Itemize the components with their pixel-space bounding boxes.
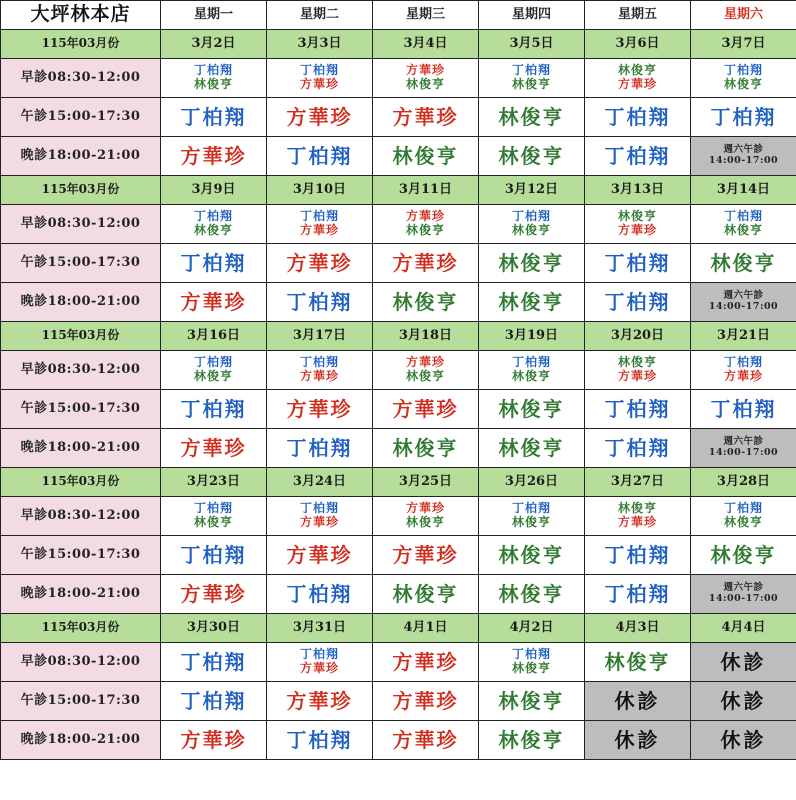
store-name: 大坪林本店 xyxy=(1,1,161,30)
doctor-name: 方華珍 xyxy=(392,104,459,129)
shift-label: 早診08:30-12:00 xyxy=(1,205,161,244)
schedule-cell xyxy=(373,98,479,137)
weekday-thu: 星期四 xyxy=(479,1,585,30)
closed-label: 休診 xyxy=(720,649,767,674)
schedule-cell xyxy=(585,575,691,614)
doctor-name: 林俊亨 xyxy=(617,355,657,370)
doctor-name: 丁柏翔 xyxy=(299,209,339,224)
doctor-name: 方華珍 xyxy=(180,727,247,752)
doctor-name: 丁柏翔 xyxy=(180,688,247,713)
schedule-cell xyxy=(373,575,479,614)
shift-label: 晚診18:00-21:00 xyxy=(1,721,161,760)
saturday-note-line: 14:00-17:00 xyxy=(708,447,779,458)
doctor-name: 林俊亨 xyxy=(405,223,445,237)
date-cell: 3月9日 xyxy=(161,176,267,205)
schedule-cell xyxy=(373,390,479,429)
schedule-cell xyxy=(691,536,796,575)
doctor-name: 林俊亨 xyxy=(723,515,763,529)
shift-label: 早診08:30-12:00 xyxy=(1,351,161,390)
shift-label: 晚診18:00-21:00 xyxy=(1,575,161,614)
schedule-cell xyxy=(691,390,796,429)
schedule-cell xyxy=(161,137,267,176)
shift-label: 晚診18:00-21:00 xyxy=(1,429,161,468)
schedule-cell xyxy=(585,244,691,283)
schedule-cell xyxy=(691,137,796,176)
schedule-cell xyxy=(479,536,585,575)
doctor-name: 丁柏翔 xyxy=(180,649,247,674)
schedule-cell xyxy=(267,643,373,682)
date-cell: 3月28日 xyxy=(691,468,796,497)
date-cell: 3月25日 xyxy=(373,468,479,497)
doctor-name: 方華珍 xyxy=(286,688,353,713)
shift-row xyxy=(1,351,796,390)
schedule-cell xyxy=(691,244,796,283)
schedule-cell xyxy=(585,351,691,390)
schedule-body xyxy=(1,1,796,760)
doctor-name: 丁柏翔 xyxy=(511,355,551,370)
schedule-cell xyxy=(267,575,373,614)
schedule-cell xyxy=(585,205,691,244)
doctor-name: 丁柏翔 xyxy=(723,209,763,224)
doctor-name: 林俊亨 xyxy=(511,515,551,529)
shift-label: 午診15:00-17:30 xyxy=(1,682,161,721)
shift-row xyxy=(1,682,796,721)
date-cell: 3月13日 xyxy=(585,176,691,205)
doctor-name: 方華珍 xyxy=(617,223,657,237)
shift-label: 午診15:00-17:30 xyxy=(1,536,161,575)
shift-row xyxy=(1,283,796,322)
doctor-name: 林俊亨 xyxy=(392,435,459,460)
schedule-cell xyxy=(585,682,691,721)
month-label: 115年03月份 xyxy=(1,614,161,643)
schedule-cell xyxy=(691,682,796,721)
schedule-cell xyxy=(161,536,267,575)
schedule-cell xyxy=(373,497,479,536)
date-cell: 3月17日 xyxy=(267,322,373,351)
schedule-cell xyxy=(585,497,691,536)
weekday-wed: 星期三 xyxy=(373,1,479,30)
doctor-name: 林俊亨 xyxy=(193,515,233,529)
schedule-cell xyxy=(267,244,373,283)
doctor-name: 林俊亨 xyxy=(193,77,233,91)
doctor-name: 方華珍 xyxy=(299,661,339,675)
doctor-name: 方華珍 xyxy=(405,63,445,78)
schedule-cell xyxy=(267,390,373,429)
date-row xyxy=(1,468,796,497)
schedule-cell xyxy=(373,536,479,575)
schedule-cell xyxy=(267,721,373,760)
doctor-name: 方華珍 xyxy=(180,581,247,606)
doctor-name: 方華珍 xyxy=(405,501,445,516)
date-row xyxy=(1,176,796,205)
shift-label: 早診08:30-12:00 xyxy=(1,59,161,98)
doctor-name: 林俊亨 xyxy=(617,501,657,516)
schedule-cell xyxy=(479,137,585,176)
doctor-name: 丁柏翔 xyxy=(286,435,353,460)
shift-row xyxy=(1,59,796,98)
schedule-cell xyxy=(267,205,373,244)
shift-row xyxy=(1,244,796,283)
doctor-name: 林俊亨 xyxy=(498,396,565,421)
shift-label: 晚診18:00-21:00 xyxy=(1,137,161,176)
schedule-cell xyxy=(161,283,267,322)
schedule-cell xyxy=(585,137,691,176)
doctor-name: 丁柏翔 xyxy=(511,63,551,78)
doctor-name: 林俊亨 xyxy=(723,77,763,91)
doctor-name: 丁柏翔 xyxy=(299,63,339,78)
schedule-cell xyxy=(585,643,691,682)
schedule-cell xyxy=(585,721,691,760)
schedule-cell xyxy=(161,390,267,429)
doctor-name: 林俊亨 xyxy=(617,209,657,224)
schedule-cell xyxy=(267,351,373,390)
schedule-cell xyxy=(691,98,796,137)
shift-row xyxy=(1,721,796,760)
date-cell: 3月16日 xyxy=(161,322,267,351)
date-cell: 3月3日 xyxy=(267,30,373,59)
date-cell: 3月20日 xyxy=(585,322,691,351)
doctor-name: 丁柏翔 xyxy=(511,209,551,224)
doctor-name: 方華珍 xyxy=(617,515,657,529)
schedule-cell xyxy=(267,536,373,575)
doctor-name: 丁柏翔 xyxy=(604,143,671,168)
weekday-sat: 星期六 xyxy=(691,1,796,30)
doctor-name: 丁柏翔 xyxy=(723,501,763,516)
doctor-name: 方華珍 xyxy=(299,77,339,91)
shift-row xyxy=(1,536,796,575)
schedule-cell xyxy=(479,682,585,721)
date-cell: 3月26日 xyxy=(479,468,585,497)
shift-row xyxy=(1,205,796,244)
schedule-cell xyxy=(691,205,796,244)
date-cell: 3月10日 xyxy=(267,176,373,205)
doctor-name: 方華珍 xyxy=(180,289,247,314)
month-label: 115年03月份 xyxy=(1,176,161,205)
schedule-cell xyxy=(479,98,585,137)
doctor-name: 方華珍 xyxy=(392,250,459,275)
doctor-name: 丁柏翔 xyxy=(604,435,671,460)
doctor-name: 丁柏翔 xyxy=(604,581,671,606)
doctor-name: 方華珍 xyxy=(286,104,353,129)
schedule-cell xyxy=(479,497,585,536)
date-row xyxy=(1,614,796,643)
doctor-name: 方華珍 xyxy=(299,369,339,383)
doctor-name: 方華珍 xyxy=(392,396,459,421)
schedule-cell xyxy=(161,721,267,760)
doctor-name: 方華珍 xyxy=(286,250,353,275)
saturday-note-line: 14:00-17:00 xyxy=(708,593,779,604)
schedule-cell xyxy=(373,682,479,721)
date-cell: 3月21日 xyxy=(691,322,796,351)
doctor-name: 林俊亨 xyxy=(405,515,445,529)
schedule-cell xyxy=(691,643,796,682)
doctor-name: 丁柏翔 xyxy=(299,647,339,662)
schedule-cell xyxy=(161,244,267,283)
schedule-cell xyxy=(479,643,585,682)
schedule-cell xyxy=(161,575,267,614)
shift-label: 午診15:00-17:30 xyxy=(1,244,161,283)
date-row xyxy=(1,322,796,351)
schedule-cell xyxy=(479,59,585,98)
shift-label: 早診08:30-12:00 xyxy=(1,643,161,682)
date-cell: 3月27日 xyxy=(585,468,691,497)
doctor-name: 林俊亨 xyxy=(193,223,233,237)
doctor-name: 丁柏翔 xyxy=(710,104,777,129)
doctor-name: 丁柏翔 xyxy=(723,63,763,78)
shift-row xyxy=(1,497,796,536)
saturday-note-line: 週六午診 xyxy=(723,582,764,594)
schedule-cell xyxy=(267,283,373,322)
doctor-name: 丁柏翔 xyxy=(193,209,233,224)
doctor-name: 林俊亨 xyxy=(193,369,233,383)
schedule-cell xyxy=(161,98,267,137)
schedule-cell xyxy=(585,390,691,429)
date-cell: 3月4日 xyxy=(373,30,479,59)
schedule-cell xyxy=(479,721,585,760)
date-cell: 3月31日 xyxy=(267,614,373,643)
schedule-cell xyxy=(267,137,373,176)
schedule-cell xyxy=(585,536,691,575)
doctor-name: 丁柏翔 xyxy=(286,727,353,752)
schedule-cell xyxy=(267,59,373,98)
doctor-name: 林俊亨 xyxy=(498,688,565,713)
weekday-mon: 星期一 xyxy=(161,1,267,30)
closed-label: 休診 xyxy=(614,727,661,752)
date-cell: 4月3日 xyxy=(585,614,691,643)
date-row xyxy=(1,30,796,59)
doctor-name: 林俊亨 xyxy=(710,542,777,567)
doctor-name: 丁柏翔 xyxy=(286,143,353,168)
schedule-cell xyxy=(585,283,691,322)
doctor-name: 丁柏翔 xyxy=(193,355,233,370)
schedule-cell xyxy=(479,205,585,244)
schedule-cell xyxy=(267,429,373,468)
schedule-cell xyxy=(161,497,267,536)
doctor-name: 林俊亨 xyxy=(617,63,657,78)
schedule-cell xyxy=(161,643,267,682)
schedule-cell xyxy=(479,575,585,614)
schedule-cell xyxy=(373,59,479,98)
schedule-cell xyxy=(373,244,479,283)
shift-label: 午診15:00-17:30 xyxy=(1,390,161,429)
doctor-name: 丁柏翔 xyxy=(299,501,339,516)
date-cell: 3月24日 xyxy=(267,468,373,497)
doctor-name: 林俊亨 xyxy=(723,223,763,237)
doctor-name: 丁柏翔 xyxy=(604,542,671,567)
date-cell: 4月2日 xyxy=(479,614,585,643)
month-label: 115年03月份 xyxy=(1,468,161,497)
doctor-name: 丁柏翔 xyxy=(604,289,671,314)
schedule-cell xyxy=(373,429,479,468)
schedule-cell xyxy=(267,682,373,721)
doctor-name: 林俊亨 xyxy=(498,581,565,606)
schedule-cell xyxy=(585,98,691,137)
schedule-cell xyxy=(161,351,267,390)
doctor-name: 林俊亨 xyxy=(498,542,565,567)
doctor-name: 方華珍 xyxy=(286,396,353,421)
month-label: 115年03月份 xyxy=(1,322,161,351)
schedule-cell xyxy=(161,59,267,98)
doctor-name: 林俊亨 xyxy=(392,289,459,314)
doctor-name: 丁柏翔 xyxy=(193,501,233,516)
doctor-name: 方華珍 xyxy=(392,688,459,713)
schedule-cell xyxy=(161,682,267,721)
weekday-header-row xyxy=(1,1,796,30)
doctor-name: 林俊亨 xyxy=(405,369,445,383)
date-cell: 3月14日 xyxy=(691,176,796,205)
schedule-cell xyxy=(479,283,585,322)
doctor-name: 林俊亨 xyxy=(498,250,565,275)
saturday-note-line: 週六午診 xyxy=(723,144,764,156)
schedule-cell xyxy=(373,205,479,244)
doctor-name: 丁柏翔 xyxy=(723,355,763,370)
doctor-name: 林俊亨 xyxy=(511,369,551,383)
weekday-tue: 星期二 xyxy=(267,1,373,30)
doctor-name: 方華珍 xyxy=(723,369,763,383)
doctor-name: 林俊亨 xyxy=(498,104,565,129)
doctor-name: 丁柏翔 xyxy=(511,501,551,516)
date-cell: 3月30日 xyxy=(161,614,267,643)
date-cell: 4月4日 xyxy=(691,614,796,643)
doctor-name: 林俊亨 xyxy=(405,77,445,91)
doctor-name: 方華珍 xyxy=(392,542,459,567)
schedule-cell xyxy=(691,59,796,98)
doctor-name: 丁柏翔 xyxy=(193,63,233,78)
schedule-cell xyxy=(373,643,479,682)
date-cell: 3月5日 xyxy=(479,30,585,59)
schedule-cell xyxy=(373,351,479,390)
shift-row xyxy=(1,98,796,137)
schedule-cell xyxy=(691,429,796,468)
doctor-name: 丁柏翔 xyxy=(180,542,247,567)
doctor-name: 丁柏翔 xyxy=(286,289,353,314)
doctor-name: 林俊亨 xyxy=(511,661,551,675)
doctor-name: 林俊亨 xyxy=(604,649,671,674)
doctor-name: 林俊亨 xyxy=(511,223,551,237)
doctor-name: 丁柏翔 xyxy=(286,581,353,606)
doctor-name: 丁柏翔 xyxy=(180,250,247,275)
doctor-name: 丁柏翔 xyxy=(180,396,247,421)
doctor-name: 林俊亨 xyxy=(511,77,551,91)
date-cell: 3月6日 xyxy=(585,30,691,59)
schedule-cell xyxy=(479,244,585,283)
shift-row xyxy=(1,575,796,614)
schedule-cell xyxy=(373,283,479,322)
doctor-name: 林俊亨 xyxy=(498,289,565,314)
doctor-name: 林俊亨 xyxy=(498,435,565,460)
doctor-name: 方華珍 xyxy=(286,542,353,567)
date-cell: 3月18日 xyxy=(373,322,479,351)
doctor-name: 方華珍 xyxy=(405,209,445,224)
date-cell: 3月2日 xyxy=(161,30,267,59)
doctor-name: 林俊亨 xyxy=(498,727,565,752)
saturday-note-line: 14:00-17:00 xyxy=(708,155,779,166)
date-cell: 3月11日 xyxy=(373,176,479,205)
schedule-cell xyxy=(479,390,585,429)
doctor-name: 丁柏翔 xyxy=(299,355,339,370)
doctor-name: 林俊亨 xyxy=(392,581,459,606)
doctor-name: 方華珍 xyxy=(299,223,339,237)
month-label: 115年03月份 xyxy=(1,30,161,59)
schedule-cell xyxy=(373,721,479,760)
shift-row xyxy=(1,137,796,176)
doctor-name: 丁柏翔 xyxy=(180,104,247,129)
schedule-cell xyxy=(267,98,373,137)
shift-row xyxy=(1,390,796,429)
saturday-note-line: 14:00-17:00 xyxy=(708,301,779,312)
schedule-cell xyxy=(479,351,585,390)
doctor-name: 方華珍 xyxy=(392,727,459,752)
schedule-cell xyxy=(691,575,796,614)
doctor-name: 丁柏翔 xyxy=(604,396,671,421)
schedule-cell xyxy=(161,429,267,468)
date-cell: 3月7日 xyxy=(691,30,796,59)
schedule-cell xyxy=(585,59,691,98)
schedule-cell xyxy=(585,429,691,468)
schedule-cell xyxy=(691,283,796,322)
schedule-cell xyxy=(691,721,796,760)
doctor-name: 方華珍 xyxy=(392,649,459,674)
doctor-name: 方華珍 xyxy=(180,435,247,460)
doctor-name: 丁柏翔 xyxy=(710,396,777,421)
saturday-note-line: 週六午診 xyxy=(723,436,764,448)
doctor-name: 丁柏翔 xyxy=(604,250,671,275)
doctor-name: 方華珍 xyxy=(180,143,247,168)
doctor-name: 方華珍 xyxy=(299,515,339,529)
doctor-name: 林俊亨 xyxy=(392,143,459,168)
closed-label: 休診 xyxy=(720,727,767,752)
shift-row xyxy=(1,643,796,682)
date-cell: 3月19日 xyxy=(479,322,585,351)
date-cell: 4月1日 xyxy=(373,614,479,643)
closed-label: 休診 xyxy=(614,688,661,713)
weekday-fri: 星期五 xyxy=(585,1,691,30)
doctor-name: 丁柏翔 xyxy=(511,647,551,662)
doctor-name: 方華珍 xyxy=(617,77,657,91)
doctor-name: 方華珍 xyxy=(405,355,445,370)
schedule-cell xyxy=(479,429,585,468)
shift-row xyxy=(1,429,796,468)
schedule-cell xyxy=(373,137,479,176)
doctor-name: 丁柏翔 xyxy=(604,104,671,129)
schedule-cell xyxy=(267,497,373,536)
doctor-name: 林俊亨 xyxy=(710,250,777,275)
schedule-cell xyxy=(161,205,267,244)
schedule-cell xyxy=(691,497,796,536)
shift-label: 晚診18:00-21:00 xyxy=(1,283,161,322)
shift-label: 午診15:00-17:30 xyxy=(1,98,161,137)
date-cell: 3月23日 xyxy=(161,468,267,497)
doctor-name: 方華珍 xyxy=(617,369,657,383)
saturday-note-line: 週六午診 xyxy=(723,290,764,302)
date-cell: 3月12日 xyxy=(479,176,585,205)
closed-label: 休診 xyxy=(720,688,767,713)
schedule-cell xyxy=(691,351,796,390)
doctor-name: 林俊亨 xyxy=(498,143,565,168)
shift-label: 早診08:30-12:00 xyxy=(1,497,161,536)
